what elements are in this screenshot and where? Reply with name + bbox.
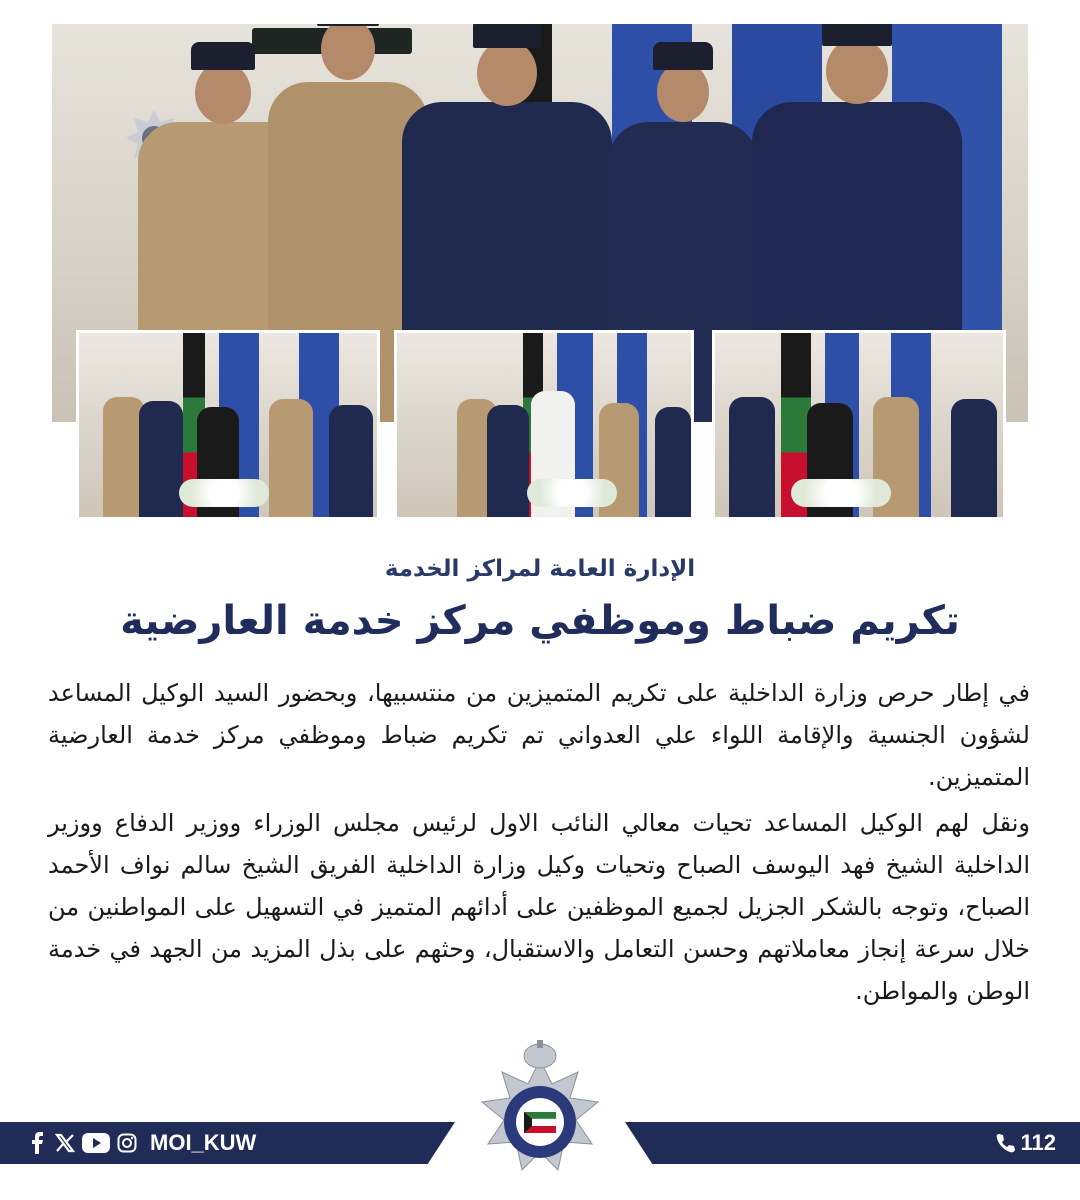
social-handle[interactable]: MOI_KUW [150,1130,257,1155]
article-body [48,672,1030,1016]
instagram-icon[interactable] [116,1132,138,1154]
article-paragraph: في إطار حرص وزارة الداخلية على تكريم المتميزين من منتسبيها، وبحضور السيد الوكيل المساعد لشؤون الجنسية والإقامة اللواء علي العدواني تم تكريم ضباط وموظفي مركز خدمة العارضية المتميزين. [48,679,1030,791]
page-title: تكريم ضباط وموظفي مركز خدمة العارضية [120,598,960,644]
hotline[interactable] [995,1128,1057,1158]
x-icon[interactable] [54,1132,76,1154]
article-paragraph: ونقل لهم الوكيل المساعد تحيات معالي النائب الاول لرئيس مجلس الوزراء ووزير الدفاع ووزير الداخلية الشيخ فهد اليوسف الصباح وتحيات وكيل وزارة الداخلية الفريق الشيخ سالم نواف الأحمد الصباح، وتوجه بالشكر الجزيل لجميع الموظفين على أدائهم المتميز في التسهيل على المواطنين من خلال سرعة إنجاز معاملاتهم وحسن التعامل والاستقبال، وحثهم على بذل المزيد من الجهد في خدمة الوطن والمواطن. [48,809,1030,1005]
department-heading: الإدارة العامة لمراكز الخدمة [384,556,696,582]
award-photo-thumbnail [394,330,694,520]
facebook-icon[interactable] [26,1132,48,1154]
phone-icon [995,1133,1015,1153]
social-links [26,1128,256,1158]
hotline-number: 112 [1020,1130,1056,1155]
award-photo-thumbnail [76,330,380,520]
award-photo-thumbnail [712,330,1006,520]
youtube-icon[interactable] [82,1132,110,1154]
kuwait-police-emblem-icon [470,1040,610,1190]
